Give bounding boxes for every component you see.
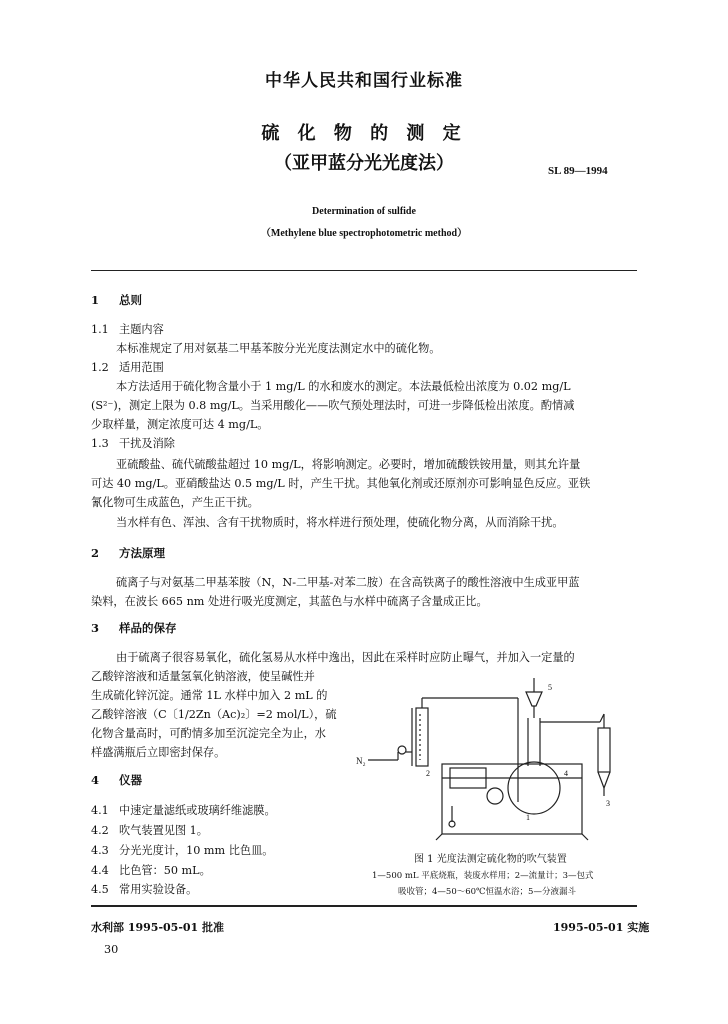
approval-date: 水利部 1995-05-01 批准 xyxy=(91,921,225,934)
paragraph-line: 本标准规定了用对氨基二甲基苯胺分光光度法测定水中的硫化物。 xyxy=(116,342,441,355)
section-1-3-heading xyxy=(91,434,175,453)
separatory-funnel xyxy=(526,692,542,706)
section-number: 4 xyxy=(91,773,100,787)
footer-divider xyxy=(91,905,637,907)
section-number: 3 xyxy=(91,621,100,635)
paragraph-line: 硫离子与对氨基二甲基苯胺（N，N-二甲基-对苯二胺）在含高铁离子的酸性溶液中生成亚甲蓝 xyxy=(116,576,580,589)
english-title: Determination of sulfide xyxy=(312,206,416,217)
list-item xyxy=(91,801,276,820)
bath-heater-icon xyxy=(487,788,503,804)
header-divider xyxy=(91,270,637,271)
section-title: 干扰及消除 xyxy=(119,437,175,450)
section-title: 方法原理 xyxy=(119,546,165,560)
item-number: 4.4 xyxy=(91,864,109,877)
absorption-tube-tip xyxy=(598,772,610,788)
label-2: 2 xyxy=(426,769,430,778)
section-4-heading xyxy=(91,772,142,788)
bath-leg-left xyxy=(436,834,442,840)
paragraph-line: 亚硫酸盐、硫代硫酸盐超过 10 mg/L，将影响测定。必要时，增加硫酸铁铵用量，则其允许量 xyxy=(116,458,581,471)
bath-leg-right xyxy=(582,834,588,840)
paragraph-line: 少取样量，测定浓度可达 4 mg/L。 xyxy=(91,418,269,431)
paragraph-line: 由于硫离子很容易氧化，硫化氢易从水样中逸出，因此在采样时应防止曝气，并加入一定量的 xyxy=(116,651,575,664)
item-text: 中速定量滤纸或玻璃纤维滤膜。 xyxy=(119,804,276,817)
section-1-1-heading xyxy=(91,320,164,339)
section-number: 1 xyxy=(91,293,100,307)
label-n2: N₂ xyxy=(356,756,366,766)
section-1-2-heading xyxy=(91,358,164,377)
figure-legend-line: 1—500 mL 平底烧瓶，装废水样用；2—流量计；3—包式 xyxy=(372,871,594,881)
paragraph-line: 生成硫化锌沉淀。通常 1L 水样中加入 2 mL 的 xyxy=(91,689,328,702)
item-text: 吹气装置见图 1。 xyxy=(119,824,208,837)
section-2-heading xyxy=(91,545,165,561)
paragraph-line: 当水样有色、浑浊、含有干扰物质时，将水样进行预处理，使硫化物分离，从而消除干扰。 xyxy=(116,516,564,529)
section-title: 样品的保存 xyxy=(119,621,177,635)
label-1: 1 xyxy=(526,813,530,822)
list-item xyxy=(91,821,208,840)
standard-category: 中华人民共和国行业标准 xyxy=(265,71,463,91)
paragraph-line: 化物含量高时，可酌情多加至沉淀完全为止，水 xyxy=(91,727,326,740)
absorption-tube xyxy=(598,728,610,772)
page-title: 硫 化 物 的 测 定 xyxy=(261,123,467,144)
list-item xyxy=(91,861,211,880)
figure-legend-line: 吸收管；4—50～60℃恒温水浴；5—分液漏斗 xyxy=(398,887,576,897)
item-text: 常用实验设备。 xyxy=(119,883,198,896)
label-4: 4 xyxy=(564,769,568,778)
list-item xyxy=(91,880,197,899)
figure-caption: 图 1 光度法测定硫化物的吹气装置 xyxy=(414,854,567,865)
flat-bottom-flask xyxy=(508,762,560,814)
page-subtitle: （亚甲蓝分光光度法） xyxy=(274,153,454,174)
section-title: 总则 xyxy=(119,293,142,307)
section-number: 2 xyxy=(91,546,100,560)
implementation-date: 1995-05-01 实施 xyxy=(553,921,650,934)
label-3: 3 xyxy=(606,799,610,808)
paragraph-line: (S²⁻)，测定上限为 0.8 mg/L。当采用酸化——吹气预处理法时，可进一步降低检出浓度。酌情减 xyxy=(91,399,575,412)
paragraph-line: 氰化物可生成蓝色，产生正干扰。 xyxy=(91,496,259,509)
english-subtitle: （Methylene blue spectrophotometric method） xyxy=(260,228,468,239)
section-number: 1.2 xyxy=(91,361,109,374)
section-3-heading xyxy=(91,620,177,636)
item-number: 4.3 xyxy=(91,844,109,857)
paragraph-line: 本方法适用于硫化物含量小于 1 mg/L 的水和废水的测定。本法最低检出浓度为 0.02 mg/L xyxy=(116,380,571,393)
paragraph-line: 染料，在波长 665 nm 处进行吸光度测定，其蓝色与水样中硫离子含量成正比。 xyxy=(91,595,488,608)
valve-icon xyxy=(398,746,406,754)
section-number: 1.1 xyxy=(91,323,109,336)
page-number: 30 xyxy=(104,943,119,956)
item-number: 4.2 xyxy=(91,824,109,837)
item-number: 4.5 xyxy=(91,883,109,896)
apparatus-diagram xyxy=(350,672,645,844)
section-title: 适用范围 xyxy=(119,361,164,374)
section-title: 仪器 xyxy=(119,773,142,787)
item-number: 4.1 xyxy=(91,804,109,817)
section-1-heading xyxy=(91,292,142,308)
item-text: 比色管：50 mL。 xyxy=(119,864,211,877)
paragraph-line: 乙酸锌溶液和适量氢氧化钠溶液，使呈碱性并 xyxy=(91,670,315,683)
section-number: 1.3 xyxy=(91,437,109,450)
paragraph-line: 乙酸锌溶液（C〔1/2Zn（Ac)₂〕=2 mol/L），硫 xyxy=(91,708,337,721)
label-5: 5 xyxy=(548,683,552,692)
paragraph-line: 可达 40 mg/L。亚硝酸盐达 0.5 mg/L 时，产生干扰。其他氧化剂或还原剂亦可影响显色反应。亚铁 xyxy=(91,477,591,490)
list-item xyxy=(91,841,273,860)
paragraph-line: 样盛满瓶后立即密封保存。 xyxy=(91,746,226,759)
flowmeter xyxy=(416,708,428,766)
item-text: 分光光度计，10 mm 比色皿。 xyxy=(119,844,274,857)
section-title: 主题内容 xyxy=(119,323,164,336)
standard-code: SL 89—1994 xyxy=(548,165,608,177)
